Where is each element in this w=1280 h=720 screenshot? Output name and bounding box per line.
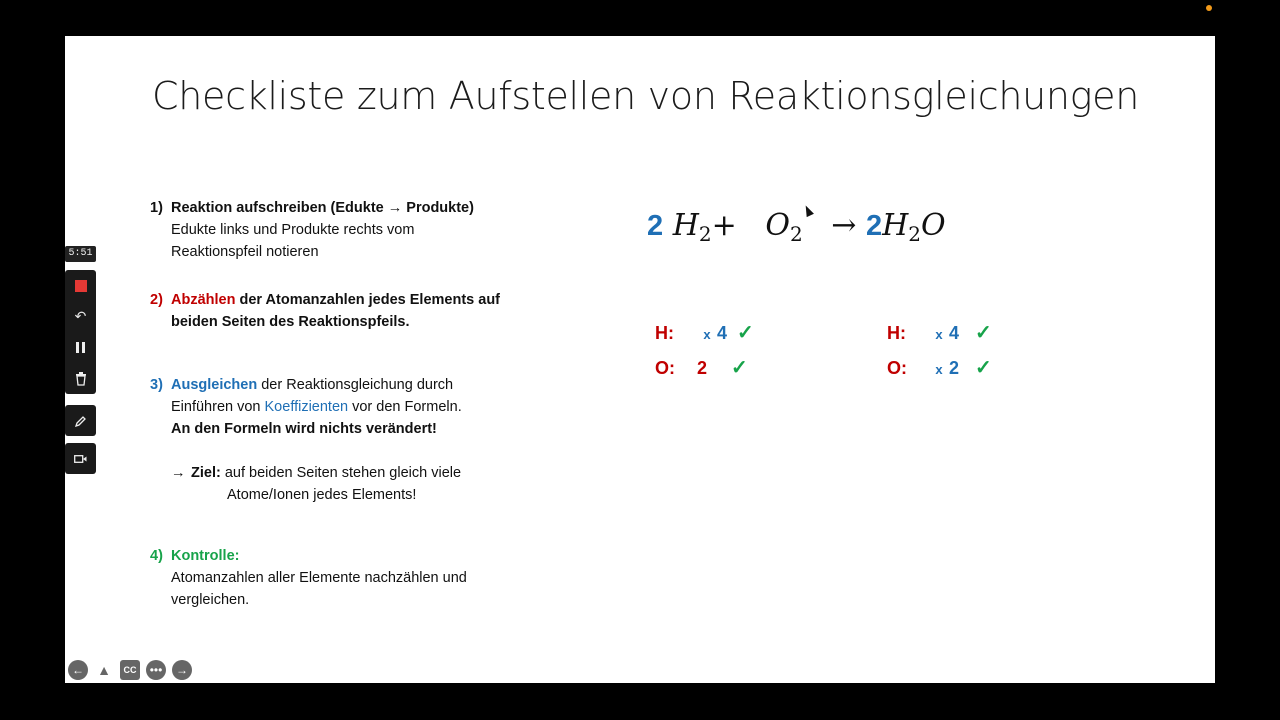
recorder-toolbar [65,270,96,394]
pause-button[interactable] [65,332,96,363]
hydrogen-symbol: H [672,208,699,243]
count-left-hydrogen [655,320,754,345]
item-text: An den Formeln wird nichts verändert! [171,421,437,437]
count-left-oxygen [655,355,748,380]
count-right-oxygen [887,355,992,380]
atom-count: 2 [949,358,960,378]
item-keyword: Koeffizienten [264,399,349,415]
item-heading-line [171,374,462,396]
item-text: Reaktionspfeil notieren [171,244,319,260]
stop-button[interactable] [65,270,96,301]
item-text: beiden Seiten des Reaktionspfeils. [171,314,410,330]
hydrogen-symbol: H [882,208,909,243]
recording-timer: 5:51 [65,246,96,262]
reaction-arrow: → [831,208,857,243]
draw-button[interactable] [65,405,96,436]
crossed-out-value: x [935,327,943,342]
stop-icon [75,280,87,292]
pen-tool-button[interactable] [94,660,114,680]
item-text: der Atomanzahlen jedes Elements auf [235,292,501,308]
more-options-button[interactable] [146,660,166,680]
ziel-text: auf beiden Seiten stehen gleich viele [220,465,462,481]
plus-sign: + [711,208,737,243]
more-icon: ••• [149,663,163,677]
item-text: Atomanzahlen aller Elemente nachzählen und [171,570,467,586]
recording-indicator-dot [1206,5,1212,11]
crossed-out-value: x [703,327,711,342]
undo-button[interactable] [65,301,96,332]
item-text: Edukte links und Produkte rechts vom [171,222,415,238]
ziel-label: Ziel: [191,465,221,481]
atom-count: 2 [697,358,708,378]
slide-title: Checkliste zum Aufstellen von Reaktionsgleichungen [152,74,1140,118]
pointer-icon: ▲ [97,662,111,678]
coefficient-hydrogen: 2 [647,210,664,242]
item-text: Einführen von [171,399,265,415]
element-label: H: [655,323,674,343]
item-keyword: Abzählen [171,292,236,308]
item-text: der Reaktionsgleichung durch [257,377,454,393]
item-text: vor den Formeln. [348,399,462,415]
element-label: O: [655,358,675,378]
atom-count: 4 [949,323,960,343]
item-keyword: Kontrolle: [171,548,240,564]
trash-icon [75,372,87,386]
slideshow-controls [68,660,192,680]
arrow-left-icon: ← [72,663,84,677]
item-number: 4) [150,548,163,564]
item-number: 2) [150,292,163,308]
checkmark-icon: ✓ [975,322,992,344]
captions-button[interactable] [120,660,140,680]
item-number: 1) [150,200,163,216]
pen-icon [75,415,87,427]
arrow-right-icon: → [176,663,188,677]
checkmark-icon: ✓ [975,357,992,379]
subscript: 2 [789,222,803,246]
item-number: 3) [150,377,163,393]
camera-button[interactable] [65,443,96,474]
item-heading: Reaktion aufschreiben (Edukte → Produkte) [171,200,474,216]
ziel-line [171,462,462,484]
previous-slide-button[interactable] [68,660,88,680]
coefficient-water: 2 [865,210,883,242]
arrow-icon: → [171,465,186,481]
draw-toolbar [65,405,96,436]
oxygen-symbol: O [765,208,790,243]
element-label: H: [887,323,906,343]
undo-icon: ↶ [74,308,87,324]
oxygen-symbol: O [921,208,946,243]
item-keyword: Ausgleichen [171,377,258,393]
ziel-text: Atome/Ionen jedes Elements! [227,487,417,503]
item-text: vergleichen. [171,592,250,608]
checkmark-icon: ✓ [737,322,754,344]
delete-button[interactable] [65,363,96,394]
subscript: 2 [908,222,922,246]
crossed-out-value: x [935,362,943,377]
item-heading-line [171,289,500,311]
cc-icon: CC [123,665,137,675]
atom-count: 4 [717,323,728,343]
count-right-hydrogen [887,320,992,345]
next-slide-button[interactable] [172,660,192,680]
reaction-equation [647,208,946,258]
checkmark-icon: ✓ [731,357,748,379]
element-label: O: [887,358,907,378]
subscript: 2 [698,222,712,246]
camera-icon [74,454,87,464]
presentation-slide [65,36,1215,683]
camera-toolbar [65,443,96,474]
pause-icon [76,342,85,353]
item-text-line [171,396,462,418]
